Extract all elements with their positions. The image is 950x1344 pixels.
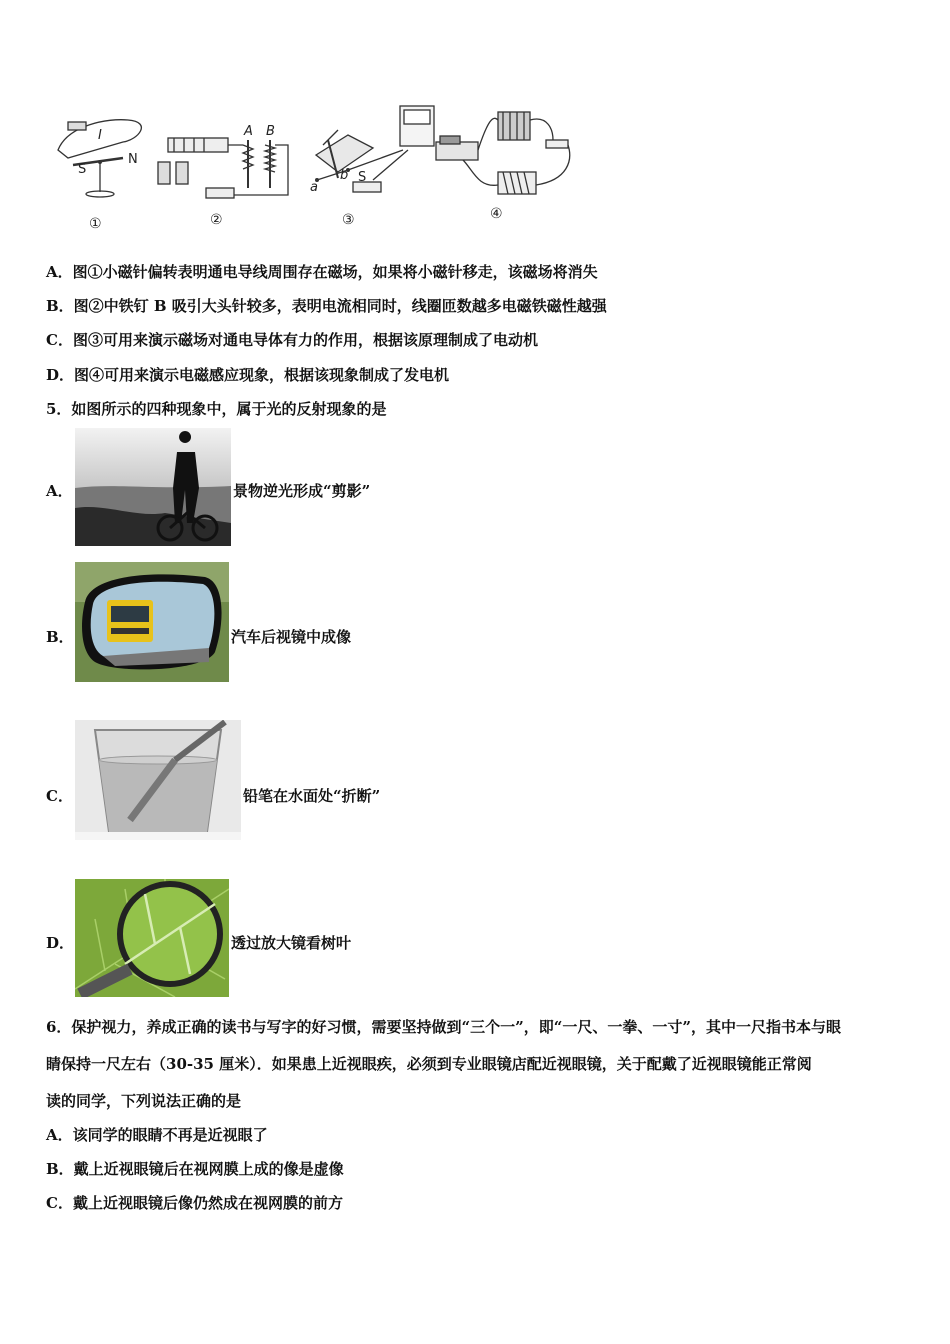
q5-option-d-text: 透过放大镜看树叶 (231, 934, 352, 952)
car-mirror-photo (75, 562, 229, 682)
q5-stem: 5．如图所示的四种现象中，属于光的反射现象的是 (46, 400, 387, 418)
fig4-circuit-diagram (436, 112, 570, 194)
q4-option-c: C．图③可用来演示磁场对通电导体有力的作用，根据该原理制成了电动机 (46, 331, 538, 349)
fig2-b-label: B (266, 124, 275, 139)
figure-label-4: ④ (490, 206, 503, 222)
q5-option-b-letter: B． (46, 628, 74, 646)
fig3-rail-meter-diagram (316, 106, 434, 192)
q5-option-c-text: 铅笔在水面处“折断” (243, 787, 381, 805)
fig3-a-label: a (310, 180, 318, 195)
q5-option-a-letter: A． (46, 482, 73, 500)
q6-stem-line-2: 睛保持一尺左右（30-35 厘米）．如果患上近视眼疾，必须到专业眼镜店配近视眼镜，关于配戴了近视眼镜能正常阅 (46, 1055, 812, 1073)
q4-option-d: D．图④可用来演示电磁感应现象，根据该现象制成了发电机 (46, 366, 450, 384)
q5-option-d-letter: D． (46, 934, 75, 952)
fig1-s-label: S (78, 162, 87, 177)
fig2-electromagnet-diagram (158, 138, 288, 198)
fig1-i-label: I (98, 128, 102, 143)
q5-option-a-text: 景物逆光形成“剪影” (233, 482, 371, 500)
pencil-in-water-photo (75, 720, 241, 840)
fig2-a-label: A (244, 124, 253, 139)
fig1-n-label: N (128, 152, 138, 167)
q4-figures-svg (48, 100, 588, 235)
q4-option-b: B．图②中铁钉 B 吸引大头针较多，表明电流相同时，线圈匝数越多电磁铁磁性越强 (46, 297, 607, 315)
q4-option-a: A．图①小磁针偏转表明通电导线周围存在磁场，如果将小磁针移走，该磁场将消失 (46, 263, 598, 281)
fig3-s-label: S (358, 170, 367, 185)
magnifier-leaf-photo (75, 879, 229, 997)
q6-option-b: B．戴上近视眼镜后在视网膜上成的像是虚像 (46, 1160, 344, 1178)
silhouette-photo (75, 428, 231, 546)
q6-option-a: A．该同学的眼睛不再是近视眼了 (46, 1126, 268, 1144)
q6-option-c: C．戴上近视眼镜后像仍然成在视网膜的前方 (46, 1194, 343, 1212)
q5-option-b-text: 汽车后视镜中成像 (231, 628, 352, 646)
figure-label-1: ① (89, 216, 102, 232)
figure-label-2: ② (210, 212, 223, 228)
q6-stem-line-3: 读的同学，下列说法正确的是 (46, 1092, 242, 1110)
q5-option-c-letter: C． (46, 787, 73, 805)
q6-stem-line-1: 6．保护视力，养成正确的读书与写字的好习惯，需要坚持做到“三个一”，即“一尺、一拳、一寸”，其中一尺指书本与眼 (46, 1018, 841, 1036)
fig3-b-label: b (340, 168, 349, 183)
q4-diagrams (48, 100, 588, 235)
figure-label-3: ③ (342, 212, 355, 228)
